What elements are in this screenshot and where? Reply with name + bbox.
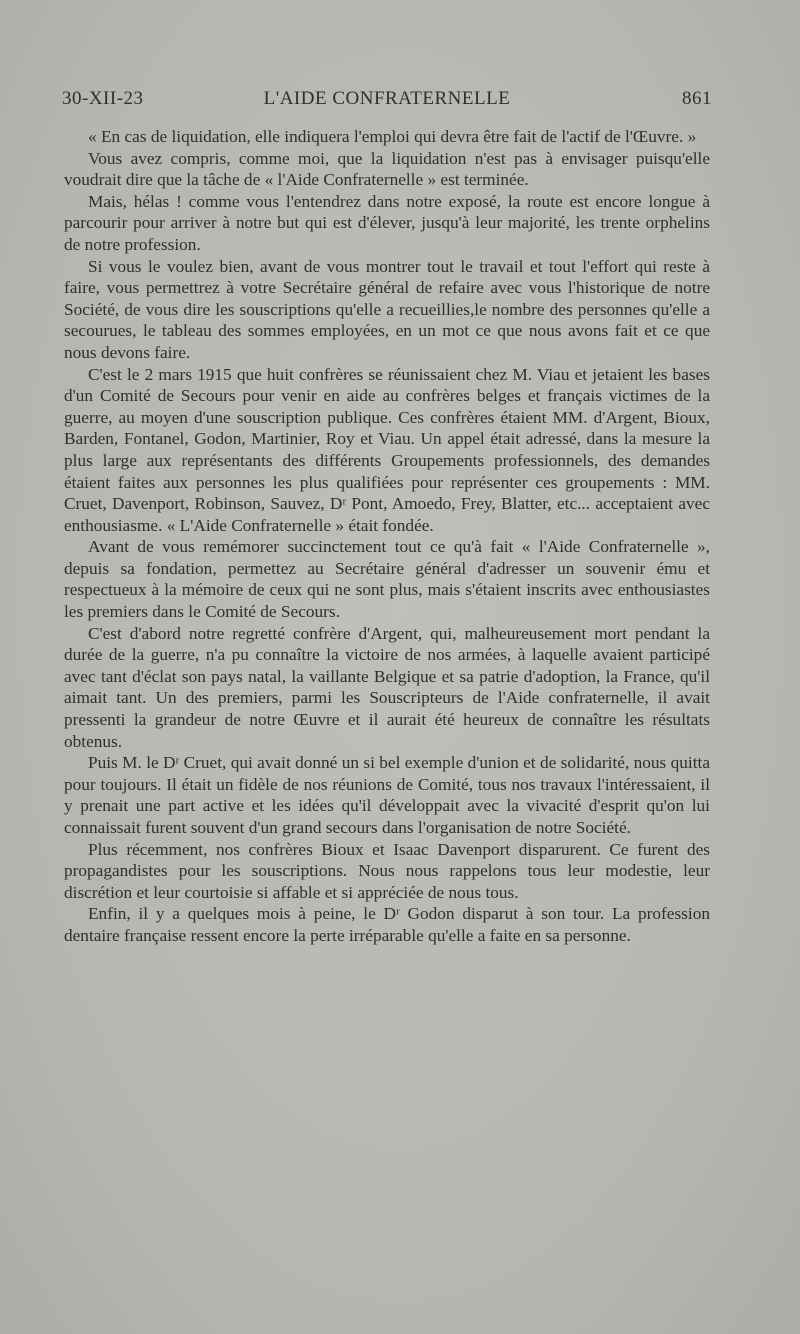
paragraph: Plus récemment, nos confrères Bioux et Isaac Davenport disparurent. Ce furent des propagandistes pour les souscriptions. Nous nous rappelons tous leur modestie, leur discrétion et leur courtoisie si affable et si appréciée de nous tous.: [64, 839, 710, 902]
paragraph: Enfin, il y a quelques mois à peine, le Dʳ Godon disparut à son tour. La profession dentaire française ressent encore la perte irréparable qu'elle a faite en sa personne.: [64, 904, 710, 945]
header-date: 30-XII-23: [62, 88, 144, 109]
running-header: [62, 88, 712, 114]
paragraph: C'est le 2 mars 1915 que huit confrères se réunissaient chez M. Viau et jetaient les bases d'un Comité de Secours pour venir en aide au confrères belges et français victimes de la guerre, au moyen d'une souscription publique. Ces confrères étaient MM. d'Argent, Bioux, Barden, Fontanel, Godon, Martinier, Roy et Viau. Un appel était adressé, dans la mesure la plus large aux représentants des différents Groupements professionnels, des demandes étaient faites aux personnes les plus qualifiées pour représenter ces groupements : MM. Cruet, Davenport, Robinson, Sauvez, Dʳ Pont, Amoedo, Frey, Blatter, etc... acceptaient avec enthousiasme. « L'Aide Confraternelle » était fondée.: [64, 364, 710, 535]
paragraph: Si vous le voulez bien, avant de vous montrer tout le travail et tout l'effort qui reste à faire, vous permettrez à votre Secrétaire général de refaire avec vous l'historique de notre Société, de vous dire les souscriptions qu'elle a recueillies,le nombre des personnes qu'elle a secourues, le tableau des sommes employées, en un mot ce que nous avons fait et ce que nous devons faire.: [64, 256, 710, 362]
paragraph: « En cas de liquidation, elle indiquera l'emploi qui devra être fait de l'actif de l'Œuvre. »: [88, 127, 697, 146]
page-number: 861: [682, 88, 712, 109]
paragraph: Puis M. le Dʳ Cruet, qui avait donné un si bel exemple d'union et de solidarité, nous quitta pour toujours. Il était un fidèle de nos réunions de Comité, tous nos travaux l'intéressaient, il y prenait une part active et les idées qu'il développait avec la vivacité d'esprit qu'on lui connaissait furent souvent d'un grand secours dans l'organisation de notre Société.: [64, 753, 710, 837]
paragraph: Avant de vous remémorer succinctement tout ce qu'à fait « l'Aide Confraternelle », depuis sa fondation, permettez au Secrétaire général d'adresser un souvenir ému et respectueux à la mémoire de ceux qui ne sont plus, mais s'étaient inscrits avec enthousiastes les premiers dans le Comité de Secours.: [64, 537, 710, 622]
paragraph: C'est d'abord notre regretté confrère d'Argent, qui, malheureusement mort pendant la durée de la guerre, n'a pu connaître la victoire de nos armées, à laquelle avaient participé avec tant d'éclat son pays natal, la vaillante Belgique et sa patrie d'adoption, la France, qu'il aimait tant. Un des premiers, parmi les Souscripteurs de l'Aide confraternelle, il avait pressenti la grandeur de notre Œuvre et il aurait été heureux de connaître les résultats obtenus.: [64, 623, 710, 751]
paragraph: Vous avez compris, comme moi, que la liquidation n'est pas à envisager puisqu'elle voudrait dire que la tâche de « l'Aide Confraternelle » est terminée.: [64, 148, 710, 190]
paragraph: Mais, hélas ! comme vous l'entendrez dans notre exposé, la route est encore longue à parcourir pour arriver à notre but qui est d'élever, jusqu'à leur majorité, les trente orphelins de notre profession.: [64, 191, 710, 254]
header-title: L'AIDE CONFRATERNELLE: [263, 88, 511, 109]
body-text: [64, 126, 710, 947]
